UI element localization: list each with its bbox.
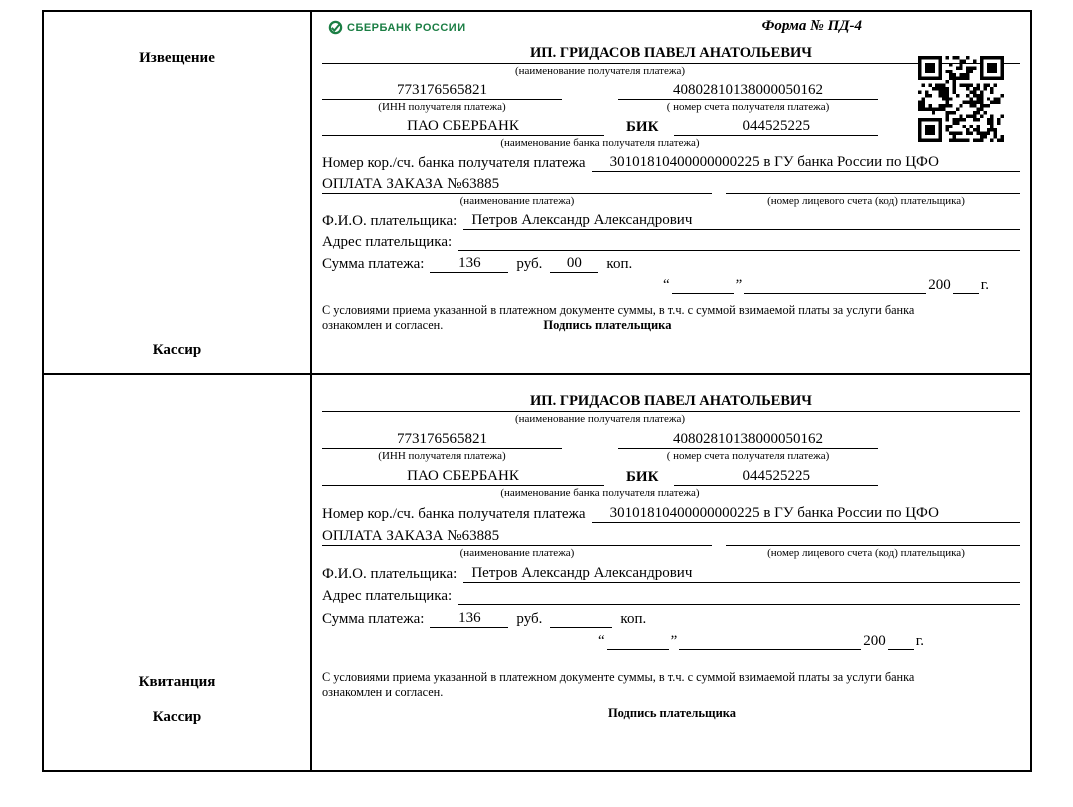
personal-account-caption-2: (номер лицевого счета (код) плательщика) [767, 547, 965, 559]
rub-label: руб. [516, 256, 543, 272]
date-day-blank [672, 277, 734, 294]
payer-signature-label: Подпись плательщика [543, 318, 672, 332]
recipient-caption: (наименование получателя платежа) [514, 65, 686, 77]
terms-block-2 [322, 670, 1022, 700]
date-year-suffix: г. [980, 277, 989, 293]
date-year-blank [953, 277, 979, 294]
receipt-form [312, 375, 1030, 770]
payment-purpose-value: ОПЛАТА ЗАКАЗА №63885 [322, 176, 712, 194]
date-quote-close-2: ” [670, 633, 678, 649]
bik-value-2: 044525225 [674, 468, 878, 486]
payer-name-value-2: Петров Александр Александрович [463, 565, 1020, 583]
terms-line1-2: С условиями приема указанной в платежном документе суммы, в т.ч. с суммой взимаемой платы за услуги банка [322, 670, 915, 684]
kop-label-2: коп. [620, 611, 647, 627]
date-quote-open: “ [662, 277, 670, 293]
date-quote-open-2: “ [597, 633, 605, 649]
bank-caption: (наименование банка получателя платежа) [500, 137, 700, 149]
amount-kop-value: 00 [550, 255, 598, 273]
payment-caption-2: (наименование платежа) [459, 547, 575, 559]
date-year-2: 200 [863, 633, 886, 649]
payer-address-label-2: Адрес плательщика: [322, 588, 453, 604]
inn-caption: (ИНН получателя платежа) [378, 101, 506, 113]
account-value-2: 40802810138000050162 [618, 431, 878, 449]
cashier-label-2: Кассир [152, 709, 202, 725]
terms-line2: ознакомлен и согласен. [322, 318, 444, 332]
cashier-label: Кассир [152, 342, 202, 358]
form-header [322, 18, 1020, 45]
date-year-blank-2 [888, 633, 914, 650]
sberbank-logo-icon [328, 20, 343, 35]
payer-name-value: Петров Александр Александрович [463, 212, 1020, 230]
inn-caption-2: (ИНН получателя платежа) [378, 450, 506, 462]
personal-account-blank-2 [726, 529, 1020, 546]
bank-caption-2: (наименование банка получателя платежа) [500, 487, 700, 499]
kop-label: коп. [606, 256, 633, 272]
date-year: 200 [928, 277, 951, 293]
payment-caption: (наименование платежа) [459, 195, 575, 207]
bik-label: БИК [626, 119, 659, 135]
amount-label: Сумма платежа: [322, 256, 425, 272]
payer-address-blank [458, 234, 1020, 251]
receipt-label: Квитанция [138, 674, 216, 690]
date-quote-close: ” [735, 277, 743, 293]
terms-line2-2: ознакомлен и согласен. [322, 685, 444, 699]
account-value: 40802810138000050162 [618, 82, 878, 100]
inn-value: 773176565821 [322, 82, 562, 100]
terms-block [322, 303, 1022, 333]
notice-label: Извещение [139, 50, 215, 66]
bank-name-value: ПАО СБЕРБАНК [322, 118, 604, 136]
amount-rub-value-2: 136 [430, 610, 508, 628]
payment-form-pd4 [42, 10, 1032, 772]
inn-value-2: 773176565821 [322, 431, 562, 449]
personal-account-caption: (номер лицевого счета (код) плательщика) [767, 195, 965, 207]
account-caption: ( номер счета получателя платежа) [666, 101, 830, 113]
corr-account-value-2: 30101810400000000225 в ГУ банка России по ЦФО [592, 505, 1020, 523]
payer-signature-label-2: Подпись плательщика [607, 706, 737, 720]
date-month-blank [744, 277, 926, 294]
sberbank-logo [328, 20, 466, 35]
corr-account-label-2: Номер кор./сч. банка получателя платежа [322, 506, 586, 522]
receipt-stub [44, 375, 312, 770]
amount-kop-blank-2 [550, 611, 612, 628]
notice-section [44, 12, 1030, 375]
payer-address-label: Адрес плательщика: [322, 234, 453, 250]
qr-code [918, 56, 1004, 142]
personal-account-blank [726, 177, 1020, 194]
payment-purpose-value-2: ОПЛАТА ЗАКАЗА №63885 [322, 528, 712, 546]
amount-rub-value: 136 [430, 255, 508, 273]
date-month-blank-2 [679, 633, 861, 650]
sberbank-logo-text: СБЕРБАНК РОССИИ [347, 21, 466, 34]
amount-label-2: Сумма платежа: [322, 611, 425, 627]
corr-account-value: 30101810400000000225 в ГУ банка России по ЦФО [592, 154, 1020, 172]
receipt-section [44, 375, 1030, 770]
payer-name-label-2: Ф.И.О. плательщика: [322, 566, 458, 582]
notice-form [312, 12, 1030, 373]
recipient-caption-2: (наименование получателя платежа) [514, 413, 686, 425]
rub-label-2: руб. [516, 611, 543, 627]
bik-label-2: БИК [626, 469, 659, 485]
payer-address-blank-2 [458, 588, 1020, 605]
payer-name-label: Ф.И.О. плательщика: [322, 213, 458, 229]
recipient-name-2: ИП. ГРИДАСОВ ПАВЕЛ АНАТОЛЬЕВИЧ [322, 393, 1020, 412]
date-day-blank-2 [607, 633, 669, 650]
account-caption-2: ( номер счета получателя платежа) [666, 450, 830, 462]
corr-account-label: Номер кор./сч. банка получателя платежа [322, 155, 586, 171]
form-number: Форма № ПД-4 [761, 18, 862, 34]
recipient-name: ИП. ГРИДАСОВ ПАВЕЛ АНАТОЛЬЕВИЧ [322, 45, 1020, 64]
terms-line1: С условиями приема указанной в платежном документе суммы, в т.ч. с суммой взимаемой платы за услуги банка [322, 303, 915, 317]
bank-name-value-2: ПАО СБЕРБАНК [322, 468, 604, 486]
bik-value: 044525225 [674, 118, 878, 136]
date-year-suffix-2: г. [915, 633, 924, 649]
notice-stub [44, 12, 312, 373]
